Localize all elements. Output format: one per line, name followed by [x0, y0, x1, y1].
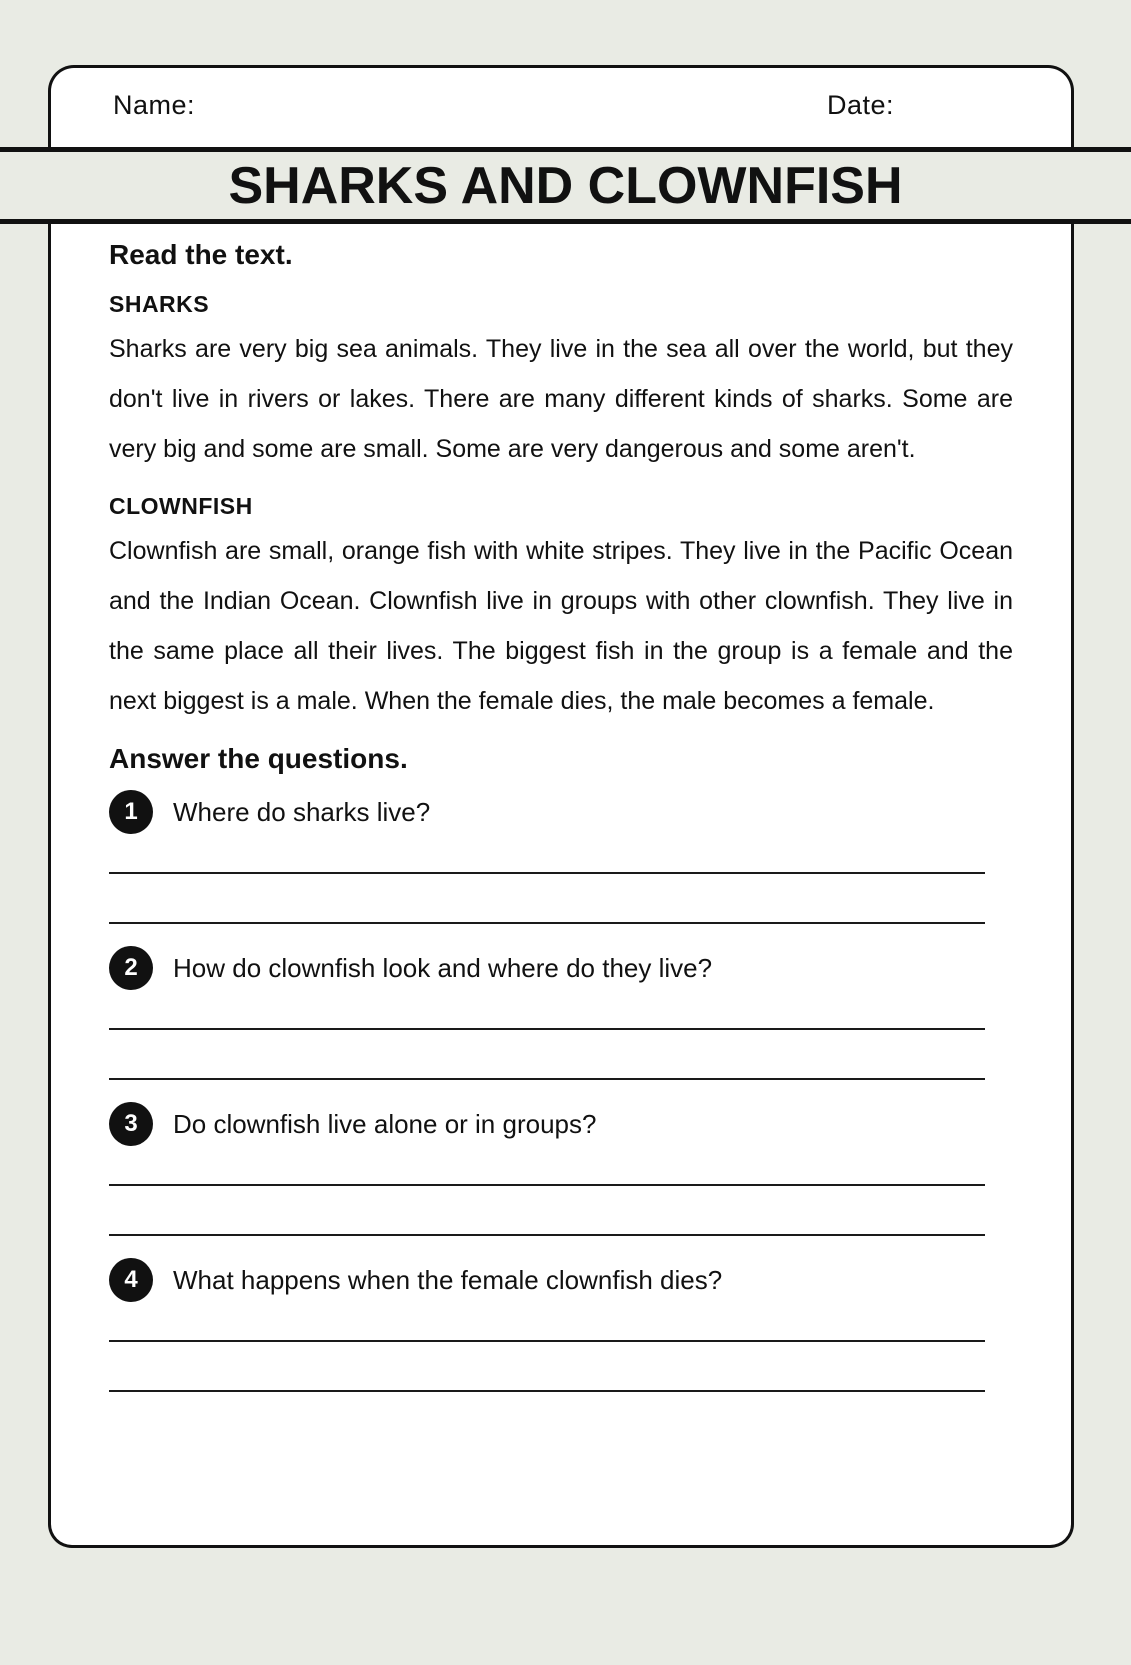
question-number-badge: 4 — [109, 1258, 153, 1302]
answer-line[interactable] — [109, 1302, 985, 1342]
page-title: SHARKS AND CLOWNFISH — [228, 156, 903, 215]
title-band — [0, 147, 1131, 224]
question-number-badge: 2 — [109, 946, 153, 990]
clownfish-paragraph: Clownfish are small, orange fish with white stripes. They live in the Pacific Ocean and the Indian Ocean. Clownfish live in groups with other clownfish. They live in the same place all their lives. The biggest fish in the group is a female and the next biggest is a male. When the female dies, the male becomes a female. — [109, 537, 1013, 715]
name-label: Name: — [113, 90, 196, 120]
name-date-box — [48, 65, 1074, 147]
date-field[interactable] — [911, 78, 1091, 138]
question-number-badge: 3 — [109, 1102, 153, 1146]
answer-instruction: Answer the questions. — [109, 743, 408, 774]
sharks-paragraph: Sharks are very big sea animals. They live in the sea all over the world, but they don't live in rivers or lakes. There are many different kinds of sharks. Some are very big and some are small. Some are very dangerous and some aren't. — [109, 335, 1013, 463]
answer-line[interactable] — [109, 1146, 985, 1186]
name-field[interactable] — [211, 78, 771, 138]
question-text: Do clownfish live alone or in groups? — [173, 1109, 597, 1139]
section-heading-clownfish: CLOWNFISH — [109, 493, 253, 519]
question-text: Where do sharks live? — [173, 797, 431, 827]
question-item-2 — [109, 946, 1013, 1080]
answer-line[interactable] — [109, 1342, 985, 1392]
question-item-3 — [109, 1102, 1013, 1236]
answer-line[interactable] — [109, 990, 985, 1030]
question-number-badge: 1 — [109, 790, 153, 834]
section-heading-sharks: SHARKS — [109, 291, 210, 317]
date-label: Date: — [827, 90, 895, 120]
answer-line[interactable] — [109, 1030, 985, 1080]
question-text: What happens when the female clownfish dies? — [173, 1265, 723, 1295]
answer-line[interactable] — [109, 1186, 985, 1236]
question-item-1 — [109, 790, 1013, 924]
question-text: How do clownfish look and where do they live? — [173, 953, 713, 983]
answer-line[interactable] — [109, 874, 985, 924]
question-item-4 — [109, 1258, 1013, 1392]
worksheet-card — [48, 224, 1074, 1548]
read-instruction: Read the text. — [109, 239, 293, 270]
answer-line[interactable] — [109, 834, 985, 874]
